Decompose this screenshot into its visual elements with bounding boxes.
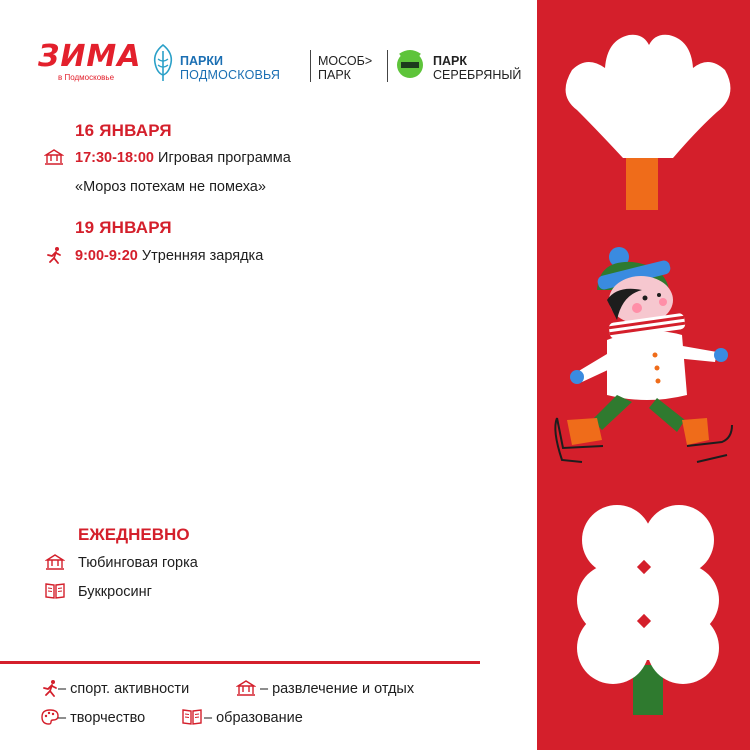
zima-logo-subtitle: в Подмосковье: [58, 73, 115, 82]
legend-divider: [0, 661, 480, 664]
zima-logo-word: ЗИМА: [38, 39, 142, 74]
legend-sport: – спорт. активности: [58, 681, 190, 697]
divider: [387, 50, 388, 82]
serebr-line2: СЕРЕБРЯНЫЙ: [433, 68, 522, 82]
legend-entertainment: – развлечение и отдых: [260, 681, 415, 697]
carousel-icon: [236, 679, 256, 697]
palette-icon: [40, 708, 60, 726]
parki-tree-icon: [150, 43, 176, 83]
daily-item: Тюбинговая горка: [78, 555, 198, 571]
event-line: [75, 248, 263, 264]
illustration-panel: [537, 0, 750, 750]
event-title: Игровая программа: [158, 150, 291, 166]
event-line: [75, 150, 291, 166]
daily-item: Буккросинг: [78, 584, 152, 600]
zima-logo: [38, 39, 142, 82]
runner-icon: [40, 679, 60, 697]
winter-illustration: [537, 0, 750, 750]
event-time: 9:00-9:20: [75, 248, 138, 264]
legend-creativity: – творчество: [58, 710, 146, 726]
event-title-continued: «Мороз потехам не помеха»: [75, 179, 266, 195]
parki-line1: ПАРКИ: [180, 54, 223, 68]
parki-logo-text: [180, 54, 280, 82]
mosob-line2: ПАРК: [318, 68, 351, 82]
tree-top-illustration: [566, 35, 731, 210]
tree-bottom-illustration: [577, 505, 719, 715]
daily-heading: ЕЖЕДНЕВНО: [78, 525, 190, 544]
carousel-icon: [44, 148, 64, 166]
serebr-line1: ПАРК: [433, 54, 467, 68]
date-heading: 16 ЯНВАРЯ: [75, 121, 172, 140]
mosob-line1: МОСОБ>: [318, 54, 373, 68]
serebryany-logo-text: [433, 54, 521, 82]
book-icon: [182, 708, 202, 726]
event-title: Утренняя зарядка: [141, 248, 264, 264]
book-icon: [45, 582, 65, 600]
date-heading: 19 ЯНВАРЯ: [75, 218, 172, 237]
serebryany-park-icon: [394, 48, 426, 80]
runner-icon: [44, 246, 64, 264]
divider: [310, 50, 311, 82]
mosobpark-logo: [318, 54, 372, 82]
carousel-icon: [45, 553, 65, 571]
event-time: 17:30-18:00: [75, 150, 154, 166]
parki-line2: ПОДМОСКОВЬЯ: [180, 68, 281, 82]
skater-illustration: [555, 247, 732, 462]
legend-education: – образование: [204, 710, 303, 726]
